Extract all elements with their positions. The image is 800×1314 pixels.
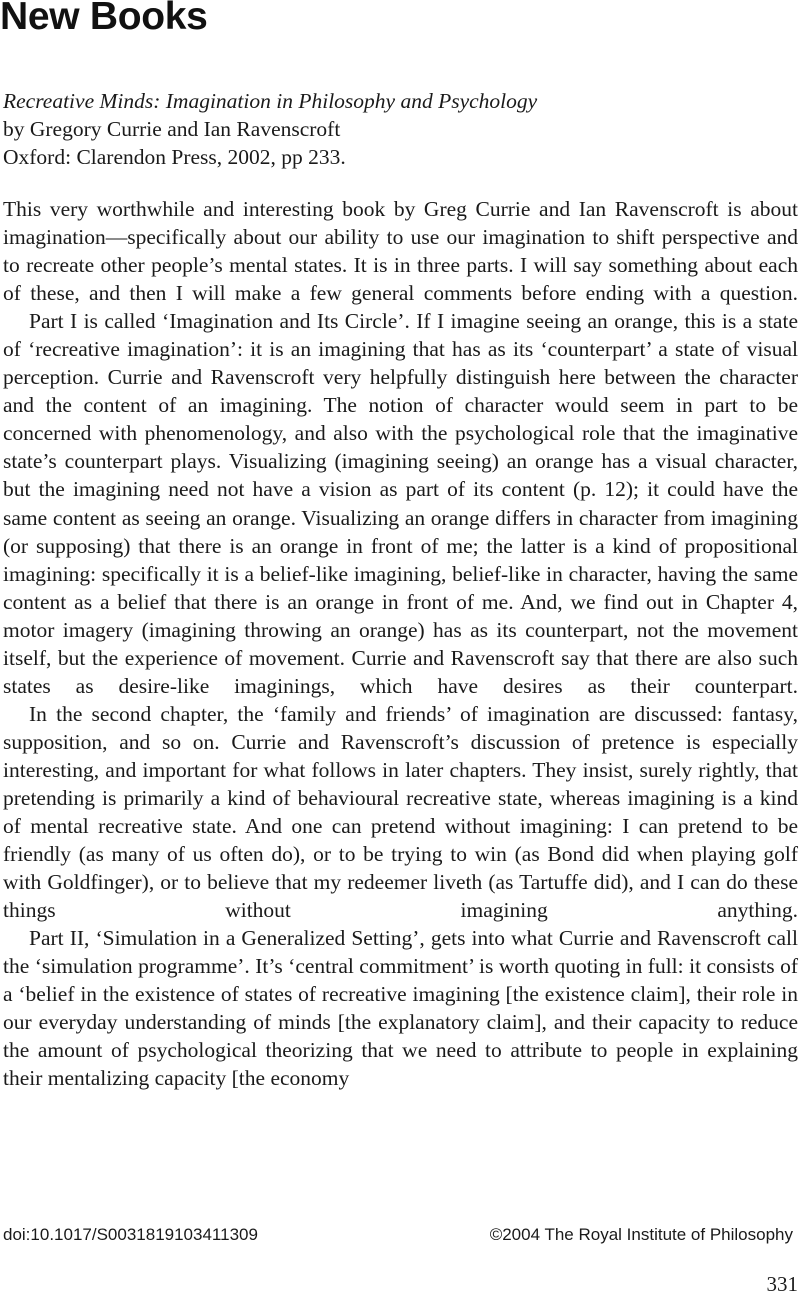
book-authors: by Gregory Currie and Ian Ravenscroft [3,117,341,141]
book-publication: Oxford: Clarendon Press, 2002, pp 233. [3,145,346,169]
review-paragraph: Part II, ‘Simulation in a Generalized Setting’, gets into what Currie and Ravenscroft call the ‘simulation programme’. It’s ‘central commitment’ is worth quoting in full: it consists of a ‘belief in the existence of states of recreative imagining [the existence claim], their role in our everyday understanding of minds [the explanatory claim], and their capacity to reduce the amount of psychological theorizing that we need to attribute to people in explaining their mentalizing capacity [the economy [3,926,798,1091]
page-number: 331 [766,1272,798,1296]
book-reference [3,87,793,171]
review-paragraph: This very worthwhile and interesting book by Greg Currie and Ian Ravenscroft is about imagination—specifically about our ability to use our imagination to shift perspective and to recreate other people’s mental states. It is in three parts. I will say something about each of these, and then I will make a few general comments before ending with a question. [3,197,798,306]
page-footer [3,1224,793,1246]
review-body [3,195,798,1093]
section-title: New Books [0,0,208,38]
doi-text: doi:10.1017/S0031819103411309 [3,1225,258,1244]
copyright-text: ©2004 The Royal Institute of Philosophy [489,1225,793,1244]
book-title: Recreative Minds: Imagination in Philosophy and Psychology [3,89,538,113]
review-paragraph: Part I is called ‘Imagination and Its Circle’. If I imagine seeing an orange, this is a state of ‘recreative imagination’: it is an imagining that has as its ‘counterpart’ a state of visual perception. Currie and Ravenscroft very helpfully distinguish here between the character and the content of an imagining. The notion of character would seem in part to be concerned with phenomenology, and also with the psychological role that the imaginative state’s counterpart plays. Visualizing (imagining seeing) an orange has a visual character, but the imagining need not have a vision as part of its content (p. 12); it could have the same content as seeing an orange. Visualizing an orange differs in character from imagining (or supposing) that there is an orange in front of me; the latter is a kind of propositional imagining: specifically it is a belief-like imagining, belief-like in character, having the same content as a belief that there is an orange in front of me. And, we find out in Chapter 4, motor imagery (imagining throwing an orange) has as its counterpart, not the movement itself, but the experience of movement. Currie and Ravenscroft say that there are also such states as desire-like imaginings, which have desires as their counterpart. [3,309,798,698]
review-paragraph: In the second chapter, the ‘family and friends’ of imagination are discussed: fantasy, supposition, and so on. Currie and Ravenscroft’s discussion of pretence is especially interesting, and important for what follows in later chapters. They insist, surely rightly, that pretending is primarily a kind of behavioural recreative state, whereas imagining is a kind of mental recreative state. And one can pretend without imagining: I can pretend to be friendly (as many of us often do), or to be trying to win (as Bond did when playing golf with Goldfinger), or to believe that my redeemer liveth (as Tartuffe did), and I can do these things without imagining anything. [3,701,798,923]
